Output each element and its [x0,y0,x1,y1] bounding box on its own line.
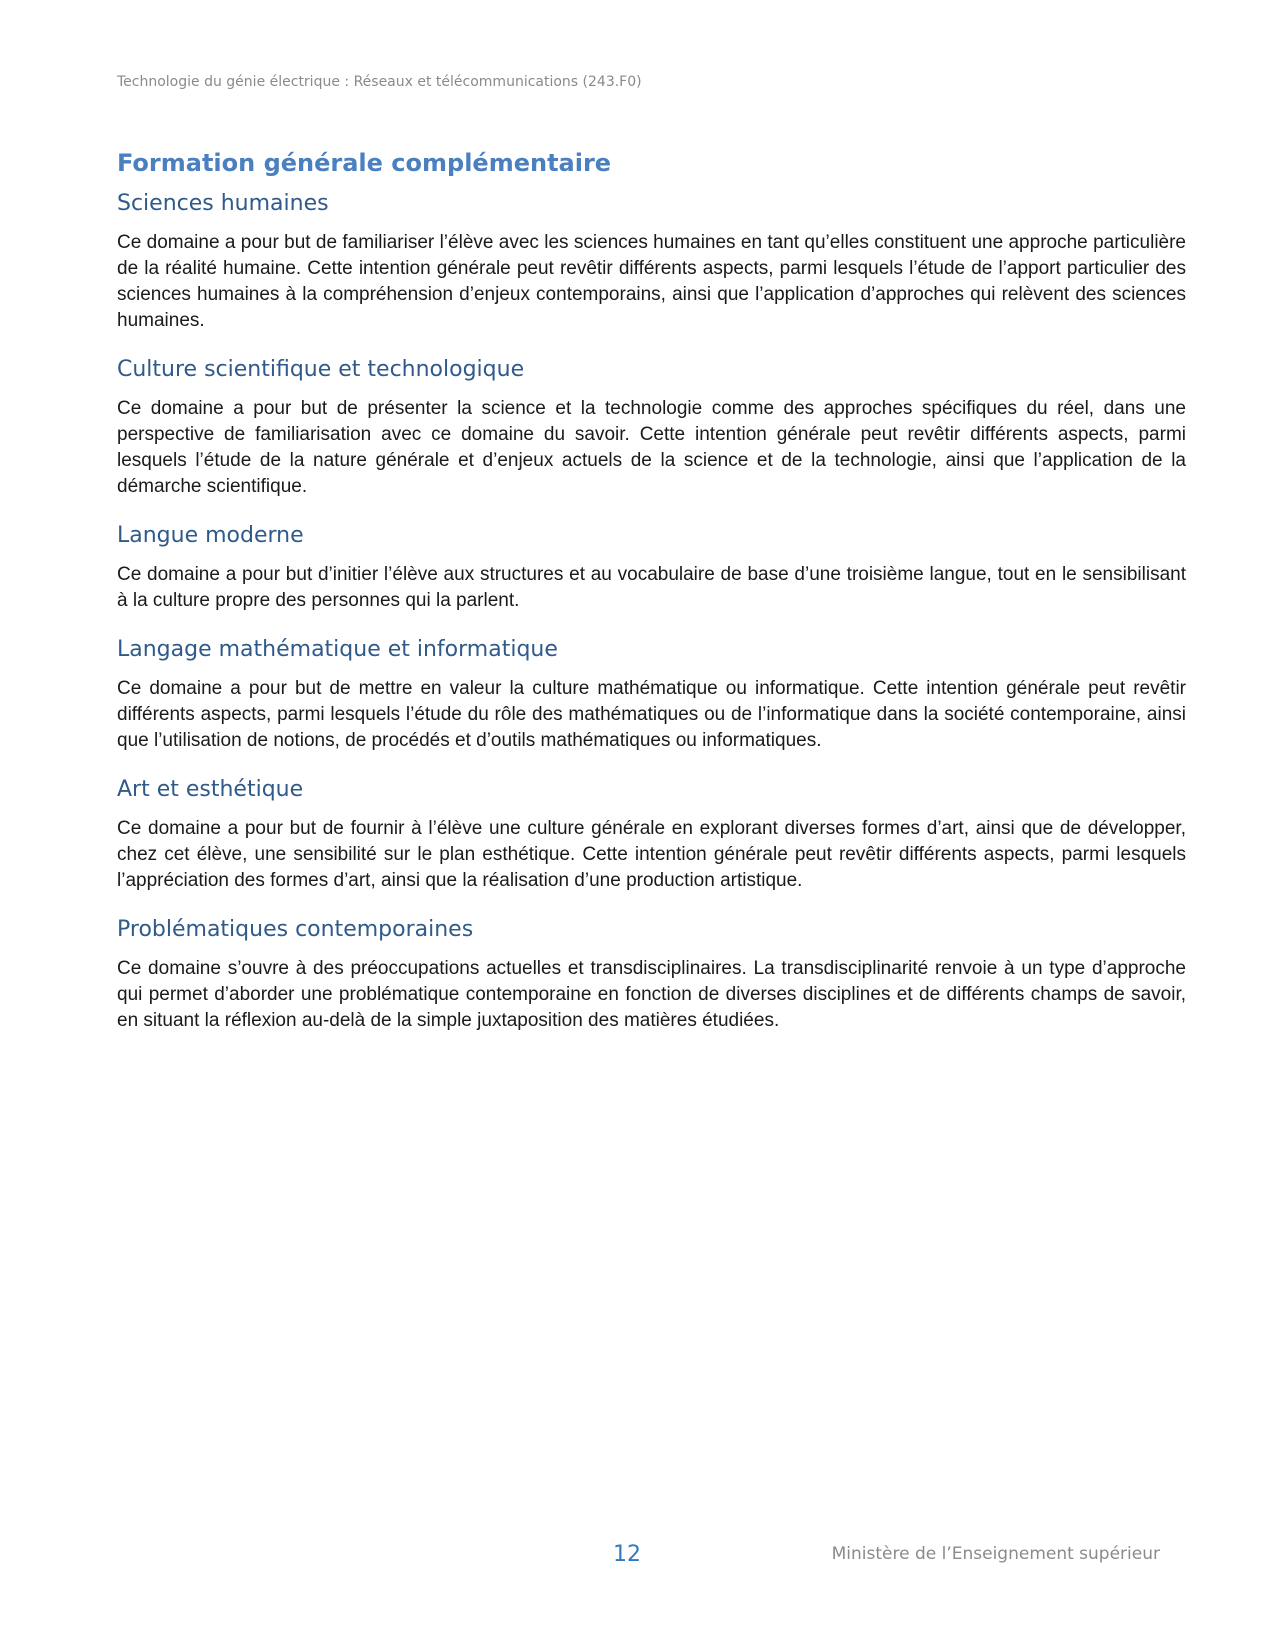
section-body: Ce domaine a pour but de fournir à l’élève une culture générale en explorant diverses formes d’art, ainsi que de développer, chez cet élève, une sensibilité sur le plan esthétique. Cette intention générale peut revêtir différents aspects, parmi lesquels l’appréciation des formes d’art, ainsi que la réalisation d’une production artistique. [117,818,1186,891]
section-art-esthetique [117,776,1186,894]
page-number: 12 [613,1542,641,1567]
page-title: Formation générale complémentaire [117,149,612,177]
section-langage-mathematique [117,636,1186,754]
section-title: Langage mathématique et informatique [117,637,558,662]
document-content [117,148,1186,1056]
section-sciences-humaines [117,190,1186,334]
section-title: Sciences humaines [117,191,329,216]
section-body: Ce domaine a pour but de familiariser l’élève avec les sciences humaines en tant qu’elles constituent une approche particulière de la réalité humaine. Cette intention générale peut revêtir différents aspects, parmi lesquels l’étude de l’apport particulier des sciences humaines à la compréhension d’enjeux contemporains, ainsi que l’application d’approches qui relèvent des sciences humaines. [117,232,1186,331]
section-title: Langue moderne [117,523,304,548]
section-title: Problématiques contemporaines [117,917,474,942]
section-title: Art et esthétique [117,777,304,802]
section-langue-moderne [117,522,1186,614]
section-problematiques-contemporaines [117,916,1186,1034]
section-title: Culture scientifique et technologique [117,357,525,382]
section-body: Ce domaine a pour but d’initier l’élève aux structures et au vocabulaire de base d’une troisième langue, tout en le sensibilisant à la culture propre des personnes qui la parlent. [117,564,1186,611]
footer-publisher: Ministère de l’Enseignement supérieur [831,1544,1160,1564]
running-header: Technologie du génie électrique : Réseaux et télécommunications (243.F0) [117,74,642,90]
section-body: Ce domaine a pour but de mettre en valeur la culture mathématique ou informatique. Cette intention générale peut revêtir différents aspects, parmi lesquels l’étude du rôle des mathématiques ou de l’informatique dans la société contemporaine, ainsi que l’utilisation de notions, de procédés et d’outils mathématiques ou informatiques. [117,678,1186,751]
section-body: Ce domaine a pour but de présenter la science et la technologie comme des approches spécifiques du réel, dans une perspective de familiarisation avec ce domaine du savoir. Cette intention générale peut revêtir différents aspects, parmi lesquels l’étude de la nature générale et d’enjeux actuels de la science et de la technologie, ainsi que l’application de la démarche scientifique. [117,398,1186,497]
section-culture-scientifique [117,356,1186,500]
section-body: Ce domaine s’ouvre à des préoccupations actuelles et transdisciplinaires. La transdisciplinarité renvoie à un type d’approche qui permet d’aborder une problématique contemporaine en fonction de diverses disciplines et de différents champs de savoir, en situant la réflexion au-delà de la simple juxtaposition des matières étudiées. [117,958,1186,1031]
